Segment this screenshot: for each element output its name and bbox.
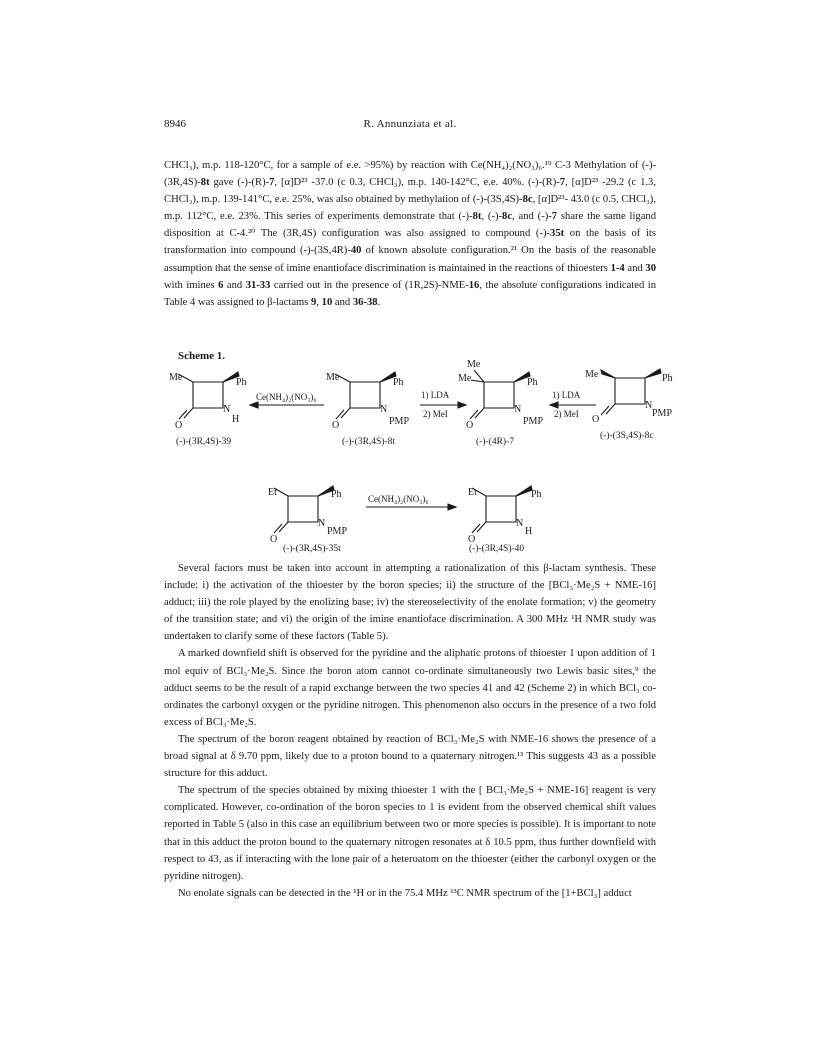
compound-ref: 35t <box>550 228 565 240</box>
paragraph-2: Several factors must be taken into account in attempting a rationalization of this β-lactam synthesis. These include: i) the activation of the thioester by the boron species; ii) the structure of the [BCl₃·Me₂S + NME-16] adduct; iii) the role played by the enolizing base; iv) the stereoselectivity of the enolate formation; v) the geometry of the transition state; and vi) the origin of the imine enantioface discrimination. A 300 MHz ¹H NMR study was undertaken to clarify some of these factors (Table 5). <box>164 563 656 643</box>
paragraph-3: A marked downfield shift is observed for the pyridine and the aliphatic protons of thioester 1 upon addition of 1 mol equiv of BCl₃·Me₂S. Since the boron atom cannot co-ordinate simultaneously two Lewis basic sites,⁹ the adduct seems to be the result of a rapid exchange between the two species 41 and 42 (Scheme 2) in which BCl₃ co-ordinates the carbonyl oxygen or the pyridine nitrogen. This phenomenon also occurs in the presence of a two fold excess of BCl₃·Me₂S. <box>164 648 656 728</box>
label-h: H <box>525 526 533 537</box>
p1-text: . <box>377 296 381 308</box>
compound-ref: 8t <box>472 211 482 223</box>
reagent-lda: 1) LDA <box>421 390 450 400</box>
label-me: Me <box>467 359 481 370</box>
compound-ref: 40 <box>350 245 362 257</box>
label-o: O <box>592 414 600 425</box>
label-ph: Ph <box>331 489 342 500</box>
label-o: O <box>466 420 474 431</box>
p1-text: and <box>624 262 646 274</box>
label-n: N <box>645 400 653 411</box>
label-ph: Ph <box>236 377 247 388</box>
reagent-ceric: Ce(NH₄)₂(NO₃)₆ <box>368 494 429 504</box>
label-n: N <box>223 404 231 415</box>
label-et: Et <box>268 487 277 498</box>
label-o: O <box>468 534 476 545</box>
p1-text: carried out in the presence of (1R,2S)-NME- <box>270 279 469 291</box>
label-pmp: PMP <box>389 416 410 427</box>
paragraph-5: The spectrum of the species obtained by mixing thioester 1 with the [ BCl₃·Me₂S + NME-16] reagent is very complicated. However, co-ordination of the boron species to 1 is evident from the observed chemical shift values reported in Table 5 (also in this case an equilibrium between two or more species is possible). It is important to note that in this adduct the proton bound to the quaternary nitrogen resonates at δ 10.5 ppm, thus further downfield with respect to 43, as if interacting with the lone pair of a heteroatom on the thioester (either the carbonyl oxygen or the pyridine nitrogen). <box>164 785 656 882</box>
p1-text: , the absolute configurations indicated in Table 4 was assigned to β-lactams <box>164 279 656 308</box>
reaction-arrow <box>420 402 466 408</box>
compound-ref: 6 <box>218 279 224 291</box>
reaction-arrow <box>366 504 456 510</box>
reaction-arrow <box>250 402 324 408</box>
compound-label-8c: (-)-(3S,4S)-8c <box>600 431 654 441</box>
compound-ref: 7 <box>559 177 566 189</box>
p1-text: , <box>316 296 322 308</box>
compound-ref: 7 <box>551 211 558 223</box>
paragraphs-lower <box>164 560 656 902</box>
compound-ref: 9 <box>311 296 317 308</box>
compound-ref: 1-4 <box>610 262 625 274</box>
p1-text: , [α]D²³ -29.2 (c 1.3, CHCl₃), m.p. 139-141°C, e.e. 25%, was also obtained by methylation of (-)-(3S,4S)- <box>164 177 656 206</box>
compound-label-8t: (-)-(3R,4S)-8t <box>342 437 396 447</box>
compound-ref: 10 <box>321 296 333 308</box>
scheme-label: Scheme 1. <box>178 350 226 362</box>
label-pmp: PMP <box>523 416 544 427</box>
label-o: O <box>270 534 278 545</box>
compound-ref: 8t <box>200 177 210 189</box>
compound-ref: 30 <box>645 262 657 274</box>
paragraph-4: The spectrum of the boron reagent obtained by reaction of BCl₃·Me₂S with NME-16 shows the presence of a broad signal at δ 9.70 ppm, likely due to a proton bound to a quaternary nitrogen.¹³ This suggests 43 as a possible structure for this adduct. <box>164 733 656 780</box>
compound-label-40: (-)-(3R,4S)-40 <box>469 544 525 554</box>
compound-label-7: (-)-(4R)-7 <box>476 437 514 447</box>
label-h: H <box>232 414 240 425</box>
compound-label-39: (-)-(3R,4S)-39 <box>176 437 232 447</box>
p1-text: , and (-)- <box>512 211 552 223</box>
p1-text: CHCl₃), m.p. 118-120°C, for a sample of e.e. >95%) by reaction with Ce(NH₄)₂(NO₃)₆.¹⁹ C-3 Methylation of (-)-(3R,4S)- <box>164 160 656 189</box>
p1-text: , (-)- <box>481 211 503 223</box>
label-ph: Ph <box>393 377 404 388</box>
compound-ref: 31-33 <box>245 279 271 291</box>
reagent-ceric: Ce(NH₄)₂(NO₃)₆ <box>256 392 317 402</box>
label-pmp: PMP <box>327 526 348 537</box>
reagent-mei: 2) MeI <box>423 409 448 419</box>
p1-text: share the same ligand disposition at C-4.²⁰ The (3R,4S) configuration was also assigned to compound (-)- <box>164 211 656 240</box>
compound-ref: 8c <box>522 194 533 206</box>
p1-text: and <box>223 279 246 291</box>
label-o: O <box>175 420 183 431</box>
label-me: Me <box>458 373 472 384</box>
compound-label-35t: (-)-(3R,4S)-35t <box>283 544 341 554</box>
label-n: N <box>318 518 326 529</box>
p1-text: and <box>332 296 353 308</box>
label-o: O <box>332 420 340 431</box>
reaction-arrow <box>550 402 596 408</box>
label-me: Me <box>326 372 340 383</box>
label-ph: Ph <box>531 489 542 500</box>
compound-ref: 8c <box>502 211 513 223</box>
paragraph-6: No enolate signals can be detected in the ¹H or in the 75.4 MHz ¹³C NMR spectrum of the [1+BCl₃] adduct <box>178 887 632 899</box>
p1-text: with imines <box>164 279 219 291</box>
compound-ref: 7 <box>269 177 275 189</box>
reagent-lda: 1) LDA <box>552 390 581 400</box>
p1-text: gave (-)-(R)- <box>209 177 270 189</box>
label-me: Me <box>585 369 599 380</box>
reagent-mei: 2) MeI <box>554 409 579 419</box>
label-n: N <box>380 404 388 415</box>
label-n: N <box>516 518 524 529</box>
label-et: Et <box>468 487 477 498</box>
p1-text: on the basis of its transformation into compound (-)-(3S,4R)- <box>164 228 656 257</box>
label-n: N <box>514 404 522 415</box>
p1-text: of known absolute configuration.²¹ On the basis of the reasonable assumption that the sense of imine enantioface discrimination is maintained in the reactions of thioesters <box>164 245 656 274</box>
label-pmp: PMP <box>652 408 673 419</box>
running-head: R. Annunziata et al. <box>363 118 457 130</box>
label-ph: Ph <box>662 373 673 384</box>
compound-ref: 36-38 <box>352 296 378 308</box>
page-number: 8946 <box>164 118 186 130</box>
p1-text: , [α]D²³- 43.0 (c 0.5, CHCl₃), m.p. 112°C, e.e. 23%. This series of experiments demonstrate that (-)- <box>164 194 656 223</box>
compound-ref: 16 <box>468 279 480 291</box>
label-me: Me <box>169 372 183 383</box>
label-ph: Ph <box>527 377 538 388</box>
p1-text: , [α]D²³ -37.0 (c 0.3, CHCl₃), m.p. 140-142°C, e.e. 40%. (-)-(R)- <box>274 177 560 189</box>
